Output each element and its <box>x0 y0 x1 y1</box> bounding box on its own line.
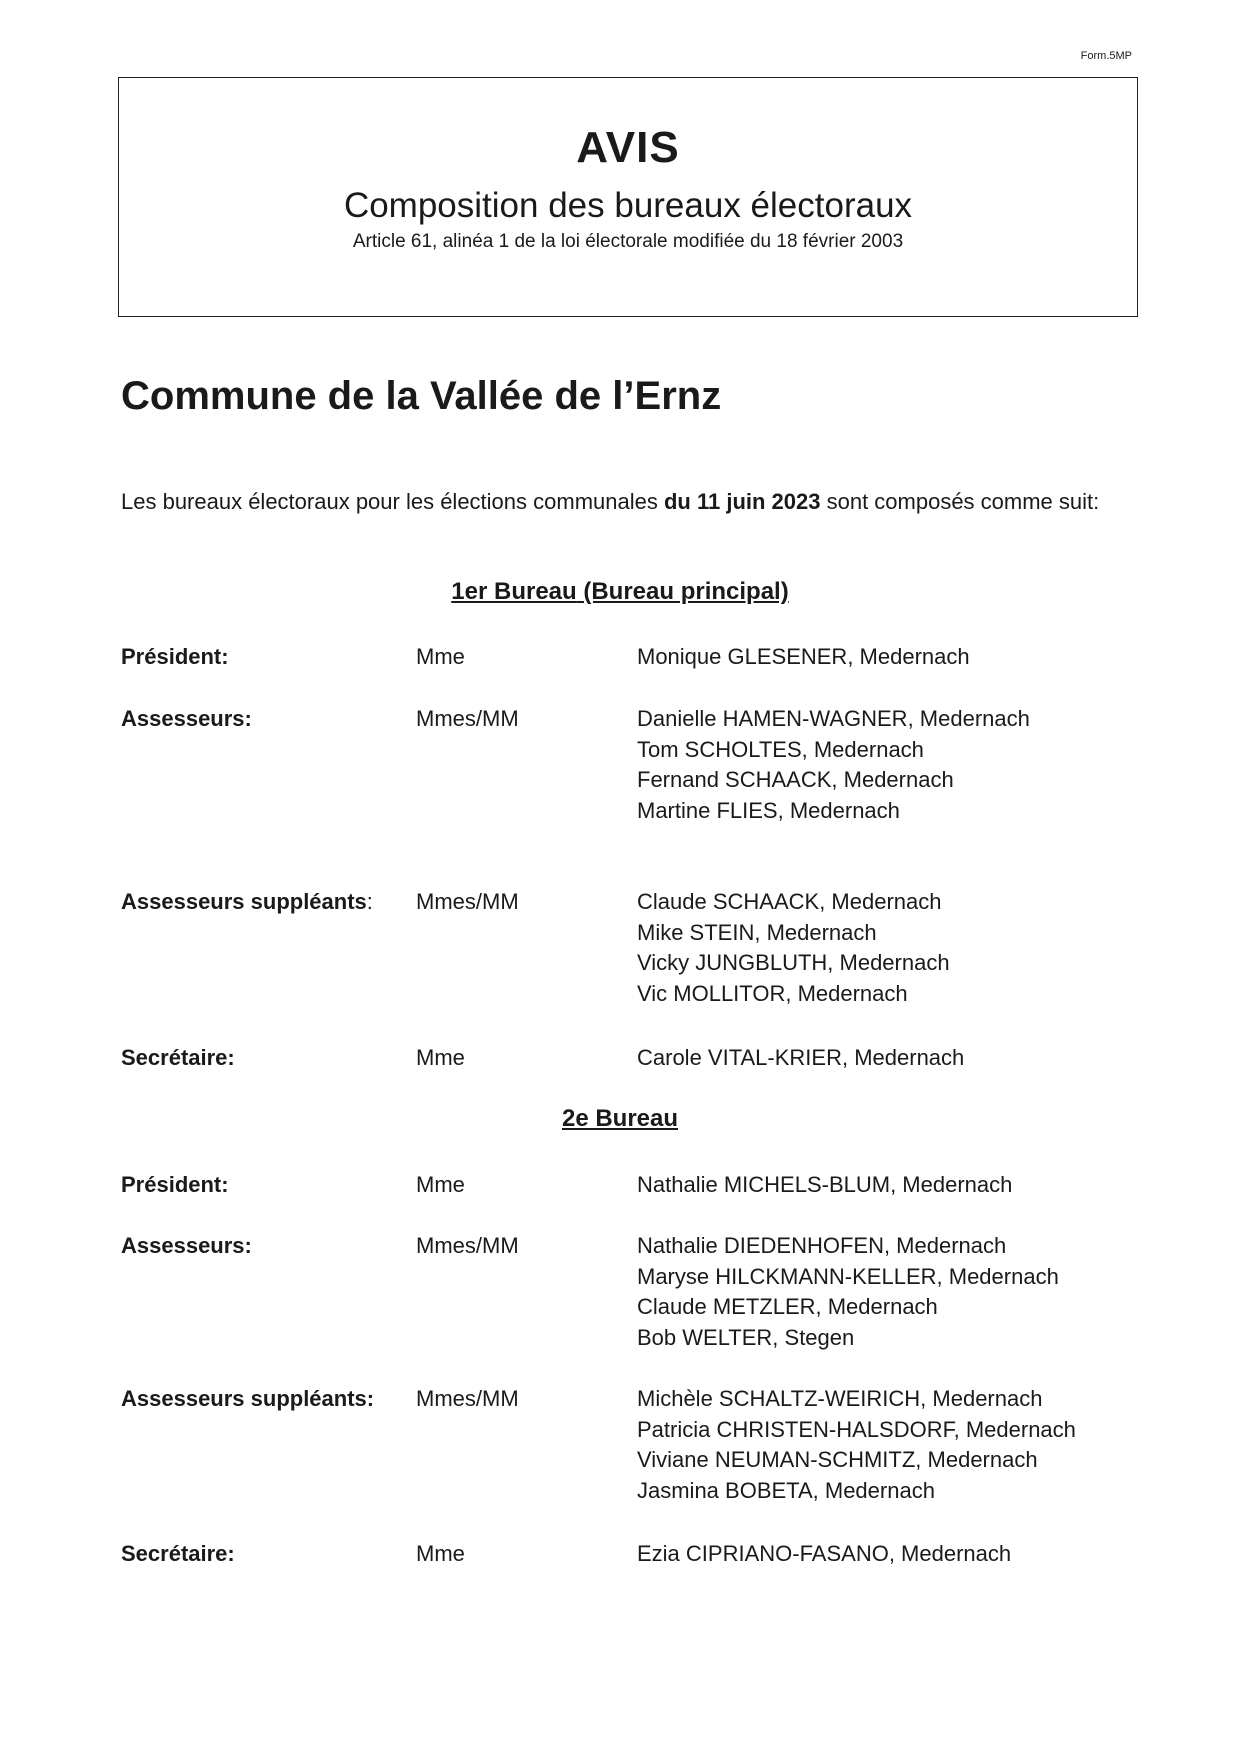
role-label: Assesseurs: <box>121 1233 252 1258</box>
civility: Mmes/MM <box>416 1386 519 1411</box>
member-name: Viviane NEUMAN-SCHMITZ, Medernach <box>637 1447 1038 1473</box>
civility: Mme <box>416 1541 465 1566</box>
role-label: Assesseurs suppléants: <box>121 1386 375 1411</box>
member-name: Monique GLESENER, Medernach <box>637 644 970 669</box>
form-code: Form.5MP <box>1080 50 1132 62</box>
member-list <box>637 642 970 673</box>
intro-text: Les bureaux électoraux pour les élections communales <box>121 489 664 514</box>
member-name: Danielle HAMEN-WAGNER, Medernach <box>637 706 1030 731</box>
header-box <box>118 77 1138 317</box>
member-name: Fernand SCHAACK, Medernach <box>637 767 954 793</box>
bureau-2-title: 2e Bureau <box>561 1105 679 1132</box>
civility: Mmes/MM <box>416 706 519 731</box>
civility: Mme <box>416 1172 465 1197</box>
role-label <box>121 887 373 918</box>
member-list <box>637 1539 1011 1570</box>
member-name: Claude SCHAACK, Medernach <box>637 889 942 914</box>
civility: Mmes/MM <box>416 1233 519 1258</box>
member-list <box>637 1170 1012 1201</box>
role-label: Secrétaire: <box>121 1045 235 1070</box>
intro-paragraph <box>121 486 1127 517</box>
member-list <box>637 1384 1076 1506</box>
role-label-text: Assesseurs suppléants <box>121 889 367 914</box>
role-label: Président: <box>121 1172 229 1197</box>
bureau-2-heading <box>0 1105 1240 1133</box>
member-name: Vic MOLLITOR, Medernach <box>637 980 908 1006</box>
civility: Mme <box>416 644 465 669</box>
member-list <box>637 704 1030 826</box>
civility: Mme <box>416 1045 465 1070</box>
member-name: Mike STEIN, Medernach <box>637 919 877 945</box>
member-name: Michèle SCHALTZ-WEIRICH, Medernach <box>637 1386 1043 1411</box>
election-date: du 11 juin 2023 <box>663 489 821 514</box>
civility: Mmes/MM <box>416 889 519 914</box>
member-name: Maryse HILCKMANN-KELLER, Medernach <box>637 1263 1059 1289</box>
member-name: Carole VITAL-KRIER, Medernach <box>637 1045 965 1070</box>
member-name: Claude METZLER, Medernach <box>637 1294 938 1320</box>
bureau-1-heading <box>0 578 1240 606</box>
member-name: Tom SCHOLTES, Medernach <box>637 736 924 762</box>
intro-text-end: sont composés comme suit: <box>820 489 1100 514</box>
commune-heading: Commune de la Vallée de l’Ernz <box>121 374 722 418</box>
member-list <box>637 887 950 1009</box>
member-name: Vicky JUNGBLUTH, Medernach <box>637 950 950 976</box>
member-name: Ezia CIPRIANO-FASANO, Medernach <box>637 1541 1012 1566</box>
member-name: Nathalie DIEDENHOFEN, Medernach <box>637 1233 1007 1258</box>
member-name: Patricia CHRISTEN-HALSDORF, Medernach <box>637 1416 1076 1442</box>
member-name: Martine FLIES, Medernach <box>637 797 900 823</box>
legal-reference: Article 61, alinéa 1 de la loi électorale modifiée du 18 février 2003 <box>352 231 904 252</box>
bureau-1-subtitle: (Bureau principal) <box>576 578 789 605</box>
notice-subtitle: Composition des bureaux électoraux <box>343 186 913 225</box>
member-name: Bob WELTER, Stegen <box>637 1324 855 1350</box>
role-label: Secrétaire: <box>121 1541 235 1566</box>
role-label: Assesseurs: <box>121 706 252 731</box>
member-name: Nathalie MICHELS-BLUM, Medernach <box>637 1172 1013 1197</box>
role-label-colon: : <box>366 889 373 914</box>
member-list <box>637 1231 1059 1353</box>
member-list <box>637 1043 964 1074</box>
role-label: Président: <box>121 644 229 669</box>
notice-title: AVIS <box>576 123 680 172</box>
member-name: Jasmina BOBETA, Medernach <box>637 1477 935 1503</box>
bureau-1-title: 1er Bureau <box>451 578 577 605</box>
